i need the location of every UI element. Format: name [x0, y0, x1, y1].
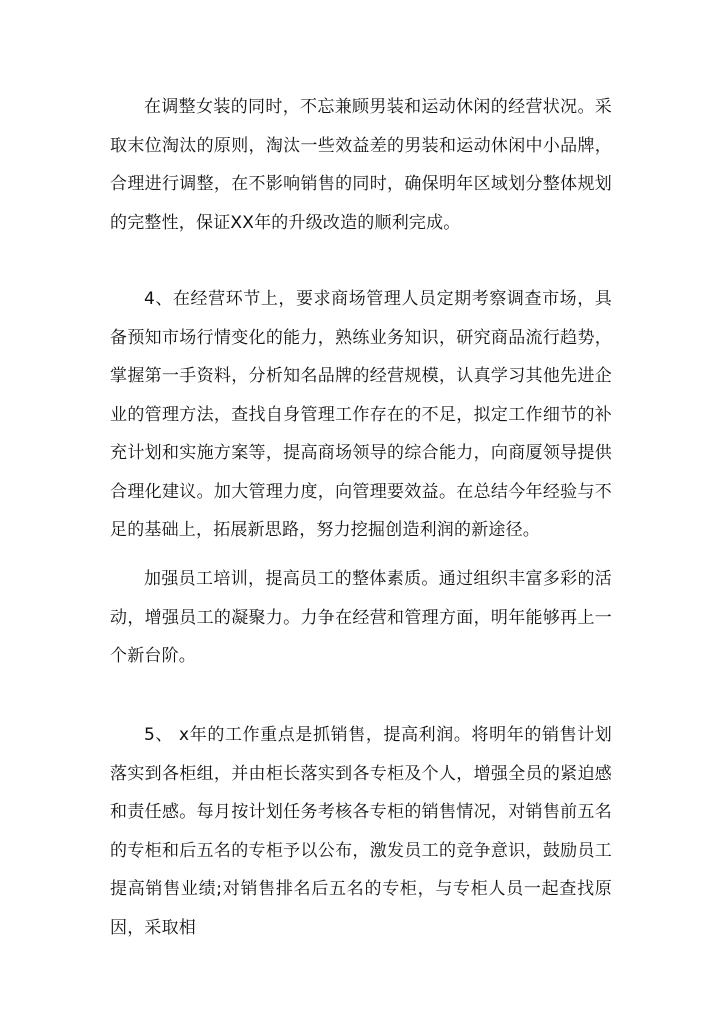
paragraph-item-4-operations: 4、在经营环节上，要求商场管理人员定期考察调查市场，具备预知市场行情变化的能力，熟练业务知识，研究商品流行趋势，掌握第一手资料，分析知名品牌的经营规模，认真学习其他先进企业的管理方法，查找自身管理工作存在的不足，拟定工作细节的补充计划和实施方案等，提高商场领导的综合能力，向商厦领导提供合理化建议。加大管理力度，向管理要效益。在总结今年经验与不足的基础上，拓展新思路，努力挖掘创造利润的新途径。: [110, 289, 612, 540]
paragraph-adjust-womenswear: 在调整女装的同时，不忘兼顾男装和运动休闲的经营状况。采取末位淘汰的原则，淘汰一些效益差的男装和运动休闲中小品牌，合理进行调整，在不影响销售的同时，确保明年区域划分整体规划的完整性，保证XX年的升级改造的顺利完成。: [110, 97, 612, 233]
paragraph-item-5-sales-focus: 5、 x年的工作重点是抓销售，提高利润。将明年的销售计划落实到各柜组，并由柜长落实到各专柜及个人，增强全员的紧迫感和责任感。每月按计划任务考核各专柜的销售情况，对销售前五名的专柜和后五名的专柜予以公布，激发员工的竞争意识，鼓励员工提高销售业绩;对销售排名后五名的专柜，与专柜人员一起查找原因，采取相: [110, 725, 612, 938]
paragraph-staff-training: 加强员工培训，提高员工的整体素质。通过组织丰富多彩的活动，增强员工的凝聚力。力争在经营和管理方面，明年能够再上一个新台阶。: [110, 569, 612, 666]
